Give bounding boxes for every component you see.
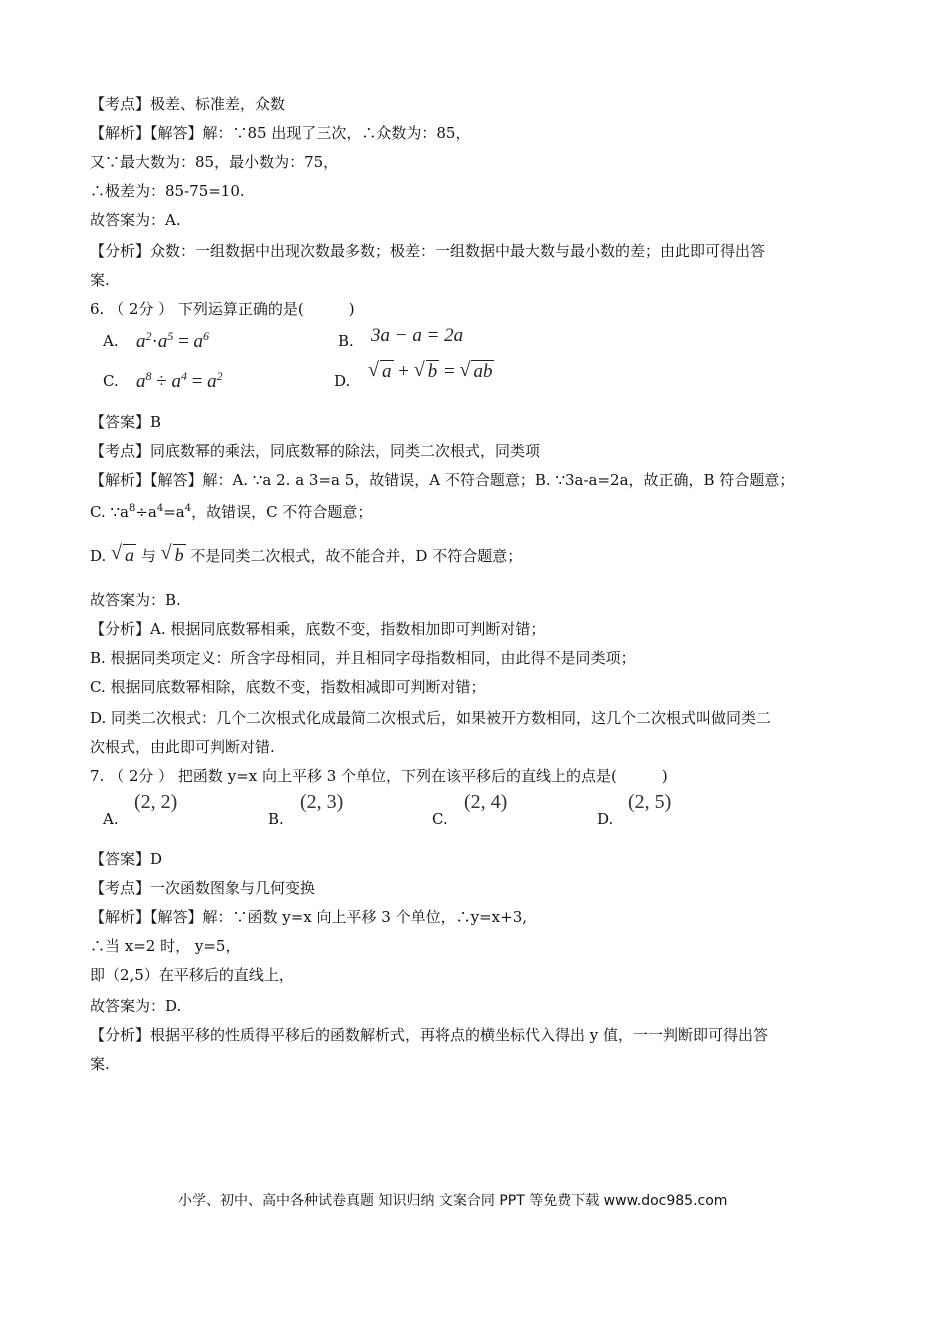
q6-option-c-label: C. (103, 372, 119, 390)
answer-statement-7: 故答案为：D. (90, 997, 182, 1015)
q7-option-b-point: (2, 3) (300, 791, 344, 813)
answer-statement-5: 故答案为：A. (90, 211, 181, 229)
q7-option-a-point: (2, 2) (134, 791, 178, 813)
question-6: 6. （ 2分 ） 下列运算正确的是( ) (90, 300, 355, 318)
q7-option-c-label: C. (432, 810, 448, 828)
jiexi-5-line3: ∴极差为：85-75=10. (90, 182, 245, 200)
answer-7: 【答案】D (90, 850, 163, 868)
answer-6: 【答案】B (90, 413, 162, 431)
jiexi-6-line1: 【解析】【解答】解：A. ∵a 2. a 3=a 5，故错误，A 不符合题意；B. ∵3a-a=2a，故正确，B 符合题意； (90, 471, 795, 489)
q7-option-a-label: A. (103, 810, 119, 828)
sqrt-b-inline: √ b (160, 542, 184, 565)
jiexi-7-line3: 即（2,5）在平移后的直线上， (90, 966, 294, 984)
fenxi-7-line1: 【分析】根据平移的性质得平移后的函数解析式，再将点的横坐标代入得出 y 值，一一判断即可得出答 (90, 1026, 769, 1044)
sqrt-b: √ b (413, 359, 438, 382)
fenxi-6-line2: B. 根据同类项定义：所含字母相同，并且相同字母指数相同，由此得不是同类项； (90, 649, 636, 667)
kaodian-7: 【考点】一次函数图象与几何变换 (90, 879, 316, 897)
q7-option-b-label: B. (268, 810, 284, 828)
q7-option-d-point: (2, 5) (628, 791, 672, 813)
question-7: 7. （ 2分 ） 把函数 y=x 向上平移 3 个单位，下列在该平移后的直线上的点是( ) (90, 767, 668, 785)
kaodian-6: 【考点】同底数幂的乘法，同底数幂的除法，同类二次根式，同类项 (90, 442, 541, 460)
fenxi-5-line1: 【分析】众数：一组数据中出现次数最多数；极差：一组数据中最大数与最小数的差；由此即可得出答 (90, 242, 766, 260)
answer-statement-6: 故答案为：B. (90, 591, 181, 609)
kaodian-5: 【考点】极差、标准差，众数 (90, 95, 286, 113)
fenxi-6-line1: 【分析】A. 根据同底数幂相乘，底数不变，指数相加即可判断对错； (90, 620, 546, 638)
q6-option-c-formula: $a^8 \div a^4 = a^2$ (136, 369, 223, 392)
footer-download-note: 小学、初中、高中各种试卷真题 知识归纳 文案合同 PPT 等免费下载 www.doc985.com (178, 1193, 728, 1209)
fenxi-6-line3: C. 根据同底数幂相除，底数不变，指数相减即可判断对错； (90, 678, 486, 696)
fenxi-5-line2: 案. (90, 271, 110, 289)
jiexi-7-line2: ∴当 x=2 时， y=5， (90, 937, 241, 955)
q6-option-a-label: A. (103, 332, 119, 350)
jiexi-6-line2: C. $\because a^8\div a^4=a^4$，故错误，C 不符合题意； (90, 503, 373, 521)
q7-option-c-point: (2, 4) (464, 791, 508, 813)
q6-option-d-formula: √ a + √ b = √ ab (368, 359, 493, 382)
jiexi-5-line2: 又∵最大数为：85，最小数为：75， (90, 153, 339, 171)
fenxi-6-line4: D. 同类二次根式：几个二次根式化成最简二次根式后，如果被开方数相同，这几个二次根式叫做同类二 (90, 709, 772, 727)
jiexi-5-line1: 【解析】【解答】解：∵85 出现了三次，∴众数为：85， (90, 124, 471, 142)
q6-option-a-formula: $a^2\cdot a^5 = a^6$ (136, 329, 210, 352)
jiexi-6-line3: D. √ a 与 √ b 不是同类二次根式，故不能合并，D 不符合题意； (90, 542, 523, 565)
q6-option-d-label: D. (334, 372, 351, 390)
sqrt-a: √ a (368, 359, 392, 382)
fenxi-6-line5: 次根式，由此即可判断对错. (90, 738, 275, 756)
q7-option-d-label: D. (597, 810, 614, 828)
fenxi-7-line2: 案. (90, 1055, 110, 1073)
sqrt-ab: √ ab (459, 359, 493, 382)
q6-option-b-formula: 3a − a = 2a (371, 325, 464, 346)
sqrt-a-inline: √ a (111, 542, 135, 565)
q6-option-b-label: B. (338, 332, 354, 350)
jiexi-7-line1: 【解析】【解答】解：∵函数 y=x 向上平移 3 个单位，∴y=x+3, (90, 908, 528, 926)
